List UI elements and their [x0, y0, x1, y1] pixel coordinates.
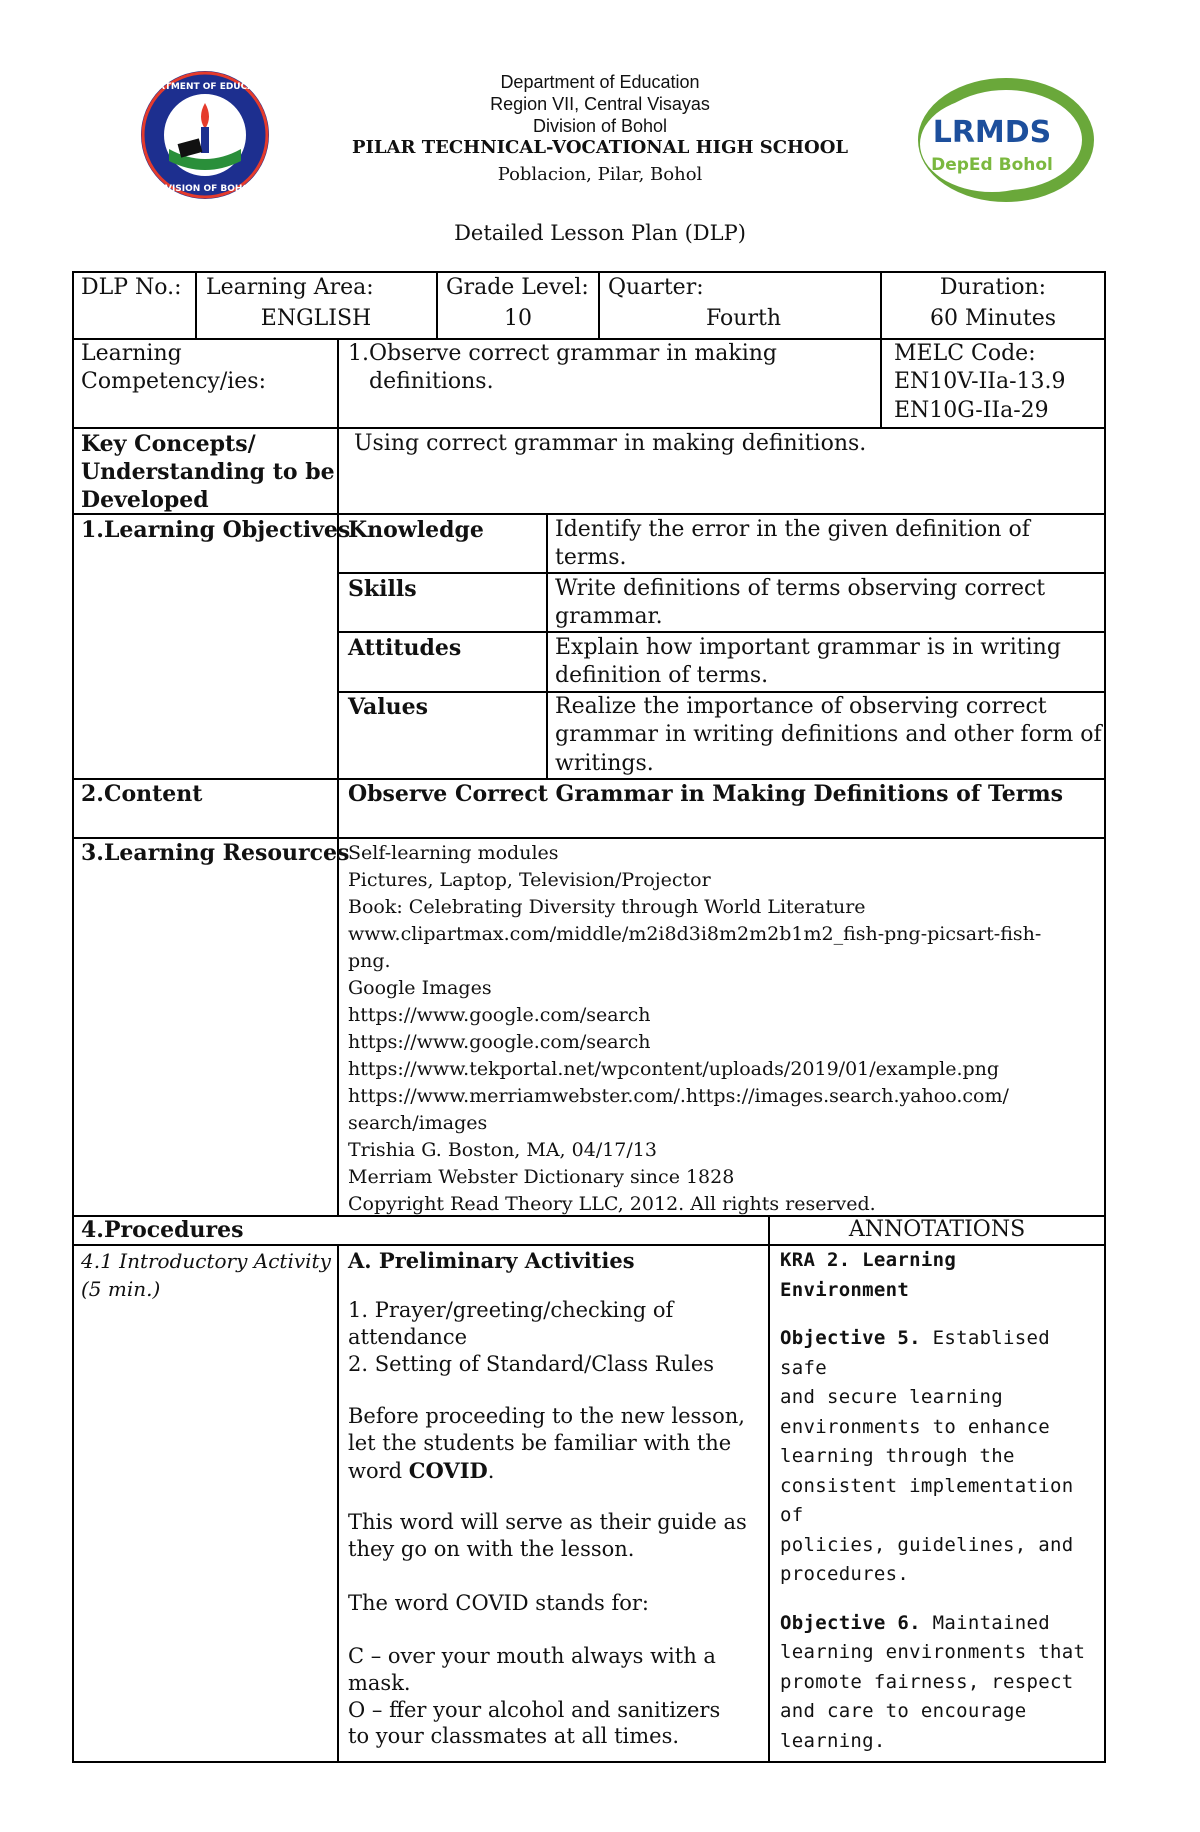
covid-word: COVID [408, 1458, 488, 1483]
objective-6-line: and care to encourage [780, 1700, 1027, 1722]
resource-link[interactable]: www.clipartmax.com/middle/m2i8d3i8m2m2b1m2_fish-png-picsart-fish- [348, 923, 1042, 945]
procedures-label: 4.Procedures [81, 1217, 244, 1243]
objective-skills-line-1: Write definitions of terms observing correct [555, 576, 1046, 601]
resource-line: Copyright Read Theory LLC, 2012. All rights reserved. [348, 1193, 876, 1215]
resource-line: Merriam Webster Dictionary since 1828 [348, 1166, 735, 1188]
annotations-panel [780, 1246, 1100, 1756]
objective-values-line-3: writings. [555, 751, 654, 776]
quarter-label: Quarter: [608, 275, 704, 300]
learning-objectives-label: 1.Learning Objectives [81, 517, 351, 543]
objective-domain-attitudes: Attitudes [348, 635, 462, 661]
grade-level-value: 10 [504, 306, 532, 331]
quarter-value: Fourth [706, 306, 782, 331]
procedure-guide-line-2: they go on with the lesson. [348, 1537, 635, 1561]
melc-code-2: EN10G-IIa-29 [894, 398, 1049, 423]
division-name: Division of Bohol [532, 116, 668, 136]
procedure-o-line-2: to your classmates at all times. [348, 1724, 680, 1748]
resource-link[interactable]: https://www.google.com/search [348, 1004, 651, 1026]
procedure-prayer-line-2: attendance [348, 1325, 468, 1349]
procedure-intro-line-3: word COVID. [348, 1458, 495, 1483]
procedure-rules: 2. Setting of Standard/Class Rules [348, 1352, 715, 1376]
svg-text:DepEd Bohol: DepEd Bohol [931, 155, 1053, 175]
objective-6-line-1: Objective 6. Maintained [780, 1611, 1051, 1634]
resource-line: png. [348, 950, 391, 972]
school-address: Poblacion, Pilar, Bohol [497, 164, 703, 185]
objective-knowledge-line-2: terms. [555, 545, 627, 570]
objective-domain-skills: Skills [348, 576, 417, 602]
competency-text-1: 1.Observe correct grammar in making [348, 341, 778, 366]
objective-5-line: procedures. [780, 1563, 910, 1585]
procedure-c-line-2: mask. [348, 1671, 411, 1695]
learning-resources-label: 3.Learning Resources [81, 840, 350, 866]
procedure-o-line-1: O – ffer your alcohol and sanitizers [348, 1698, 721, 1722]
lrmds-logo-text: LRMDS [932, 115, 1052, 150]
learning-resources-list [348, 840, 1048, 1218]
resource-line: Google Images [348, 977, 492, 999]
objective-5-line: consistent implementation of [780, 1474, 1074, 1526]
objective-5-line: and secure learning [780, 1386, 1004, 1408]
objective-domain-knowledge: Knowledge [348, 517, 484, 543]
svg-text:DIVISION OF BOHOL: DIVISION OF BOHOL [154, 184, 256, 194]
resource-line: Trishia G. Boston, MA, 04/17/13 [348, 1139, 657, 1161]
key-concepts-label-3: Developed [81, 487, 209, 513]
duration-label: Duration: [939, 275, 1047, 300]
objective-values-line-1: Realize the importance of observing correct [555, 694, 1047, 719]
competency-label-2: Competency/ies: [81, 369, 266, 394]
kra-title-2: Environment [780, 1278, 910, 1301]
objective-5-line: environments to enhance [780, 1415, 1050, 1438]
objective-6-line: learning environments that [780, 1641, 1086, 1663]
learning-area-label: Learning Area: [206, 275, 374, 300]
key-concepts-label-2: Understanding to be [81, 459, 335, 485]
objective-6-line: promote fairness, respect [780, 1670, 1074, 1693]
annotations-label: ANNOTATIONS [848, 1217, 1026, 1242]
region-name: Region VII, Central Visayas [490, 94, 710, 114]
resource-link[interactable]: https://www.google.com/search [348, 1031, 651, 1053]
objective-5-line-1: Objective 5. Establised safe [780, 1327, 1051, 1379]
resource-line: Self-learning modules [348, 842, 559, 864]
introductory-activity-duration: (5 min.) [81, 1277, 161, 1301]
competency-text-2: definitions. [369, 369, 494, 394]
procedure-guide-line-1: This word will serve as their guide as [348, 1510, 747, 1534]
procedure-c-line-1: C – over your mouth always with a [348, 1644, 716, 1668]
content-text: Observe Correct Grammar in Making Definitions of Terms [348, 781, 1064, 807]
introductory-activity-label: 4.1 Introductory Activity [81, 1249, 331, 1273]
learning-area-value: ENGLISH [260, 306, 372, 331]
objective-knowledge-line-1: Identify the error in the given definition of [555, 517, 1030, 542]
key-concepts-text: Using correct grammar in making definitions. [354, 431, 867, 456]
resource-link[interactable]: https://www.tekportal.net/wpcontent/uploads/2019/01/example.png [348, 1058, 1000, 1080]
procedure-intro-line-2: let the students be familiar with the [348, 1431, 732, 1455]
procedure-intro-line-1: Before proceeding to the new lesson, [348, 1404, 745, 1428]
procedure-prayer-line-1: 1. Prayer/greeting/checking of [348, 1298, 674, 1322]
objective-5-line: learning through the [780, 1445, 1015, 1467]
resource-line: search/images [348, 1112, 488, 1134]
procedure-covid-stands: The word COVID stands for: [348, 1591, 649, 1615]
melc-code-label: MELC Code: [894, 341, 1036, 366]
resource-line: Book: Celebrating Diversity through World Literature [348, 896, 866, 918]
dept-name: Department of Education [500, 72, 700, 92]
objective-values-line-2: grammar in writing definitions and other form of [555, 722, 1102, 747]
kra-title: KRA 2. Learning [780, 1249, 957, 1271]
objective-domain-values: Values [348, 694, 429, 720]
objective-attitudes-line-2: definition of terms. [555, 663, 769, 688]
objective-attitudes-line-1: Explain how important grammar is in writing [555, 635, 1061, 660]
objective-5-line: policies, guidelines, and [780, 1533, 1074, 1556]
resource-link[interactable]: https://www.merriamwebster.com/.https://images.search.yahoo.com/ [348, 1085, 1009, 1107]
objective-6-line: learning. [780, 1729, 886, 1752]
preliminary-activities-title: A. Preliminary Activities [348, 1248, 635, 1273]
competency-label-1: Learning [81, 341, 182, 366]
resource-line: Pictures, Laptop, Television/Projector [348, 869, 711, 891]
svg-text:DEPARTMENT OF EDUCATION: DEPARTMENT OF EDUCATION [139, 82, 271, 92]
grade-level-label: Grade Level: [446, 275, 589, 300]
key-concepts-label-1: Key Concepts/ [81, 431, 256, 457]
content-label: 2.Content [81, 781, 203, 807]
dlp-no-label: DLP No.: [81, 275, 182, 300]
melc-code-1: EN10V-IIa-13.9 [894, 369, 1066, 394]
duration-value: 60 Minutes [929, 306, 1057, 331]
objective-skills-line-2: grammar. [555, 604, 663, 629]
page-title: Detailed Lesson Plan (DLP) [454, 221, 746, 245]
school-name: PILAR TECHNICAL-VOCATIONAL HIGH SCHOOL [351, 137, 849, 158]
